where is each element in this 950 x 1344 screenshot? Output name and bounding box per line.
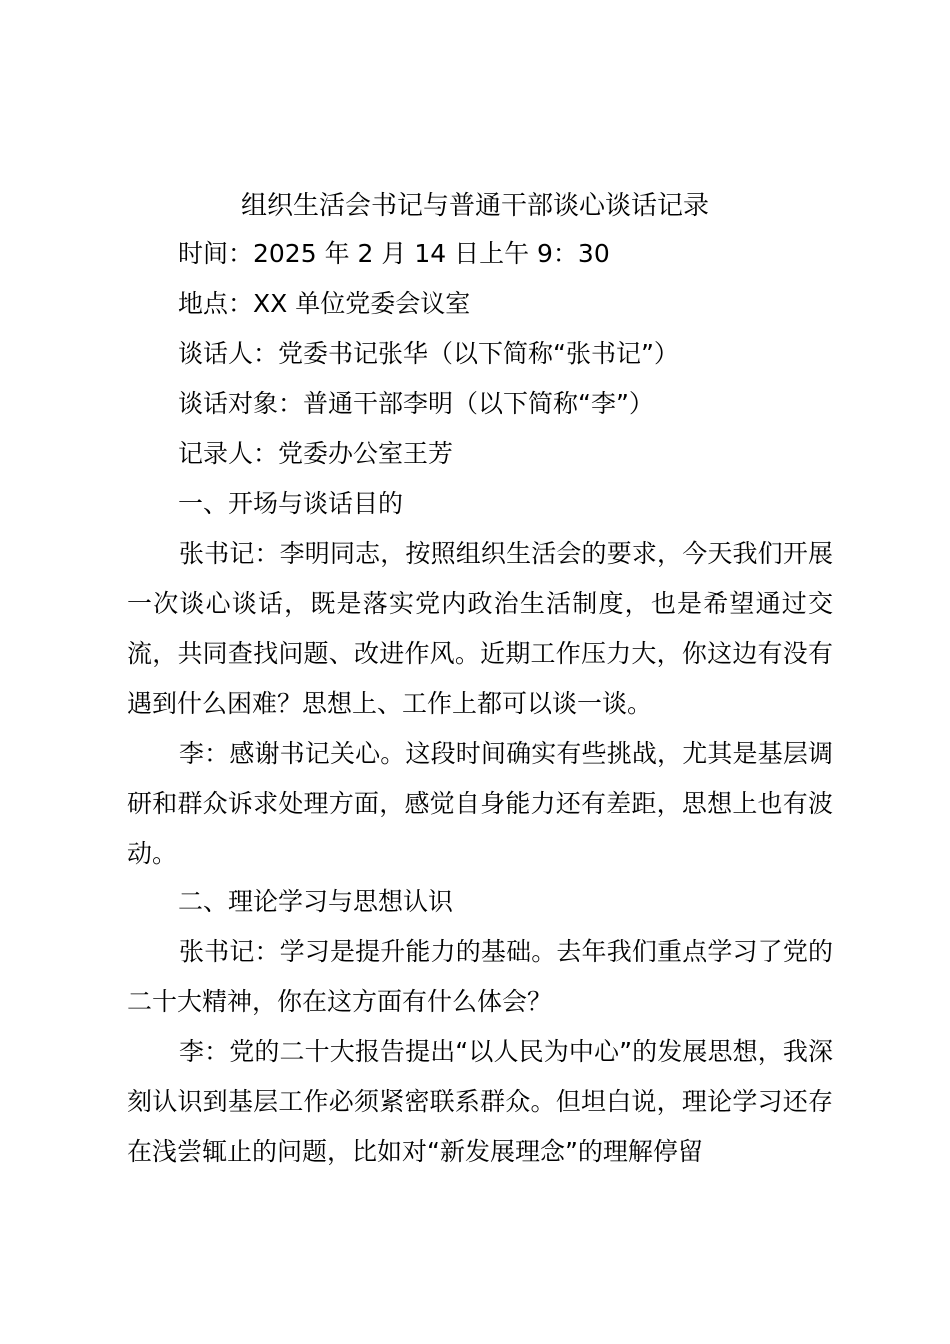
meta-recorder: 记录人：党委办公室王芳 [178, 439, 454, 468]
section-heading-2: 二、理论学习与思想认识 [178, 887, 454, 916]
document-title: 组织生活会书记与普通干部谈心谈话记录 [240, 191, 709, 221]
meta-location: 地点：XX 单位党委会议室 [178, 289, 471, 318]
meta-time: 时间：2025 年 2 月 14 日上午 9：30 [178, 239, 610, 268]
paragraph-li-reply-1: 李：感谢书记关心。这段时间确实有些挑战，尤其是基层调研和群众诉求处理方面，感觉自身能力还有差距，思想上也有波动。 [127, 739, 833, 868]
meta-interviewee: 谈话对象：普通干部李明（以下简称“李”） [178, 389, 654, 418]
paragraph-secretary-opening: 张书记：李明同志，按照组织生活会的要求，今天我们开展一次谈心谈话，既是落实党内政治生活制度，也是希望通过交流，共同查找问题、改进作风。近期工作压力大，你这边有没有遇到什么困难？思想上、工作上都可以谈一谈。 [127, 539, 833, 718]
section-heading-1: 一、开场与谈话目的 [178, 489, 404, 518]
meta-interviewer: 谈话人：党委书记张华（以下简称“张书记”） [178, 339, 679, 368]
paragraph-li-reply-2: 李：党的二十大报告提出“以人民为中心”的发展思想，我深刻认识到基层工作必须紧密联系群众。但坦白说，理论学习还存在浅尝辄止的问题，比如对“新发展理念”的理解停留 [127, 1037, 833, 1166]
paragraph-secretary-question: 张书记：学习是提升能力的基础。去年我们重点学习了党的二十大精神，你在这方面有什么体会？ [127, 937, 833, 1016]
